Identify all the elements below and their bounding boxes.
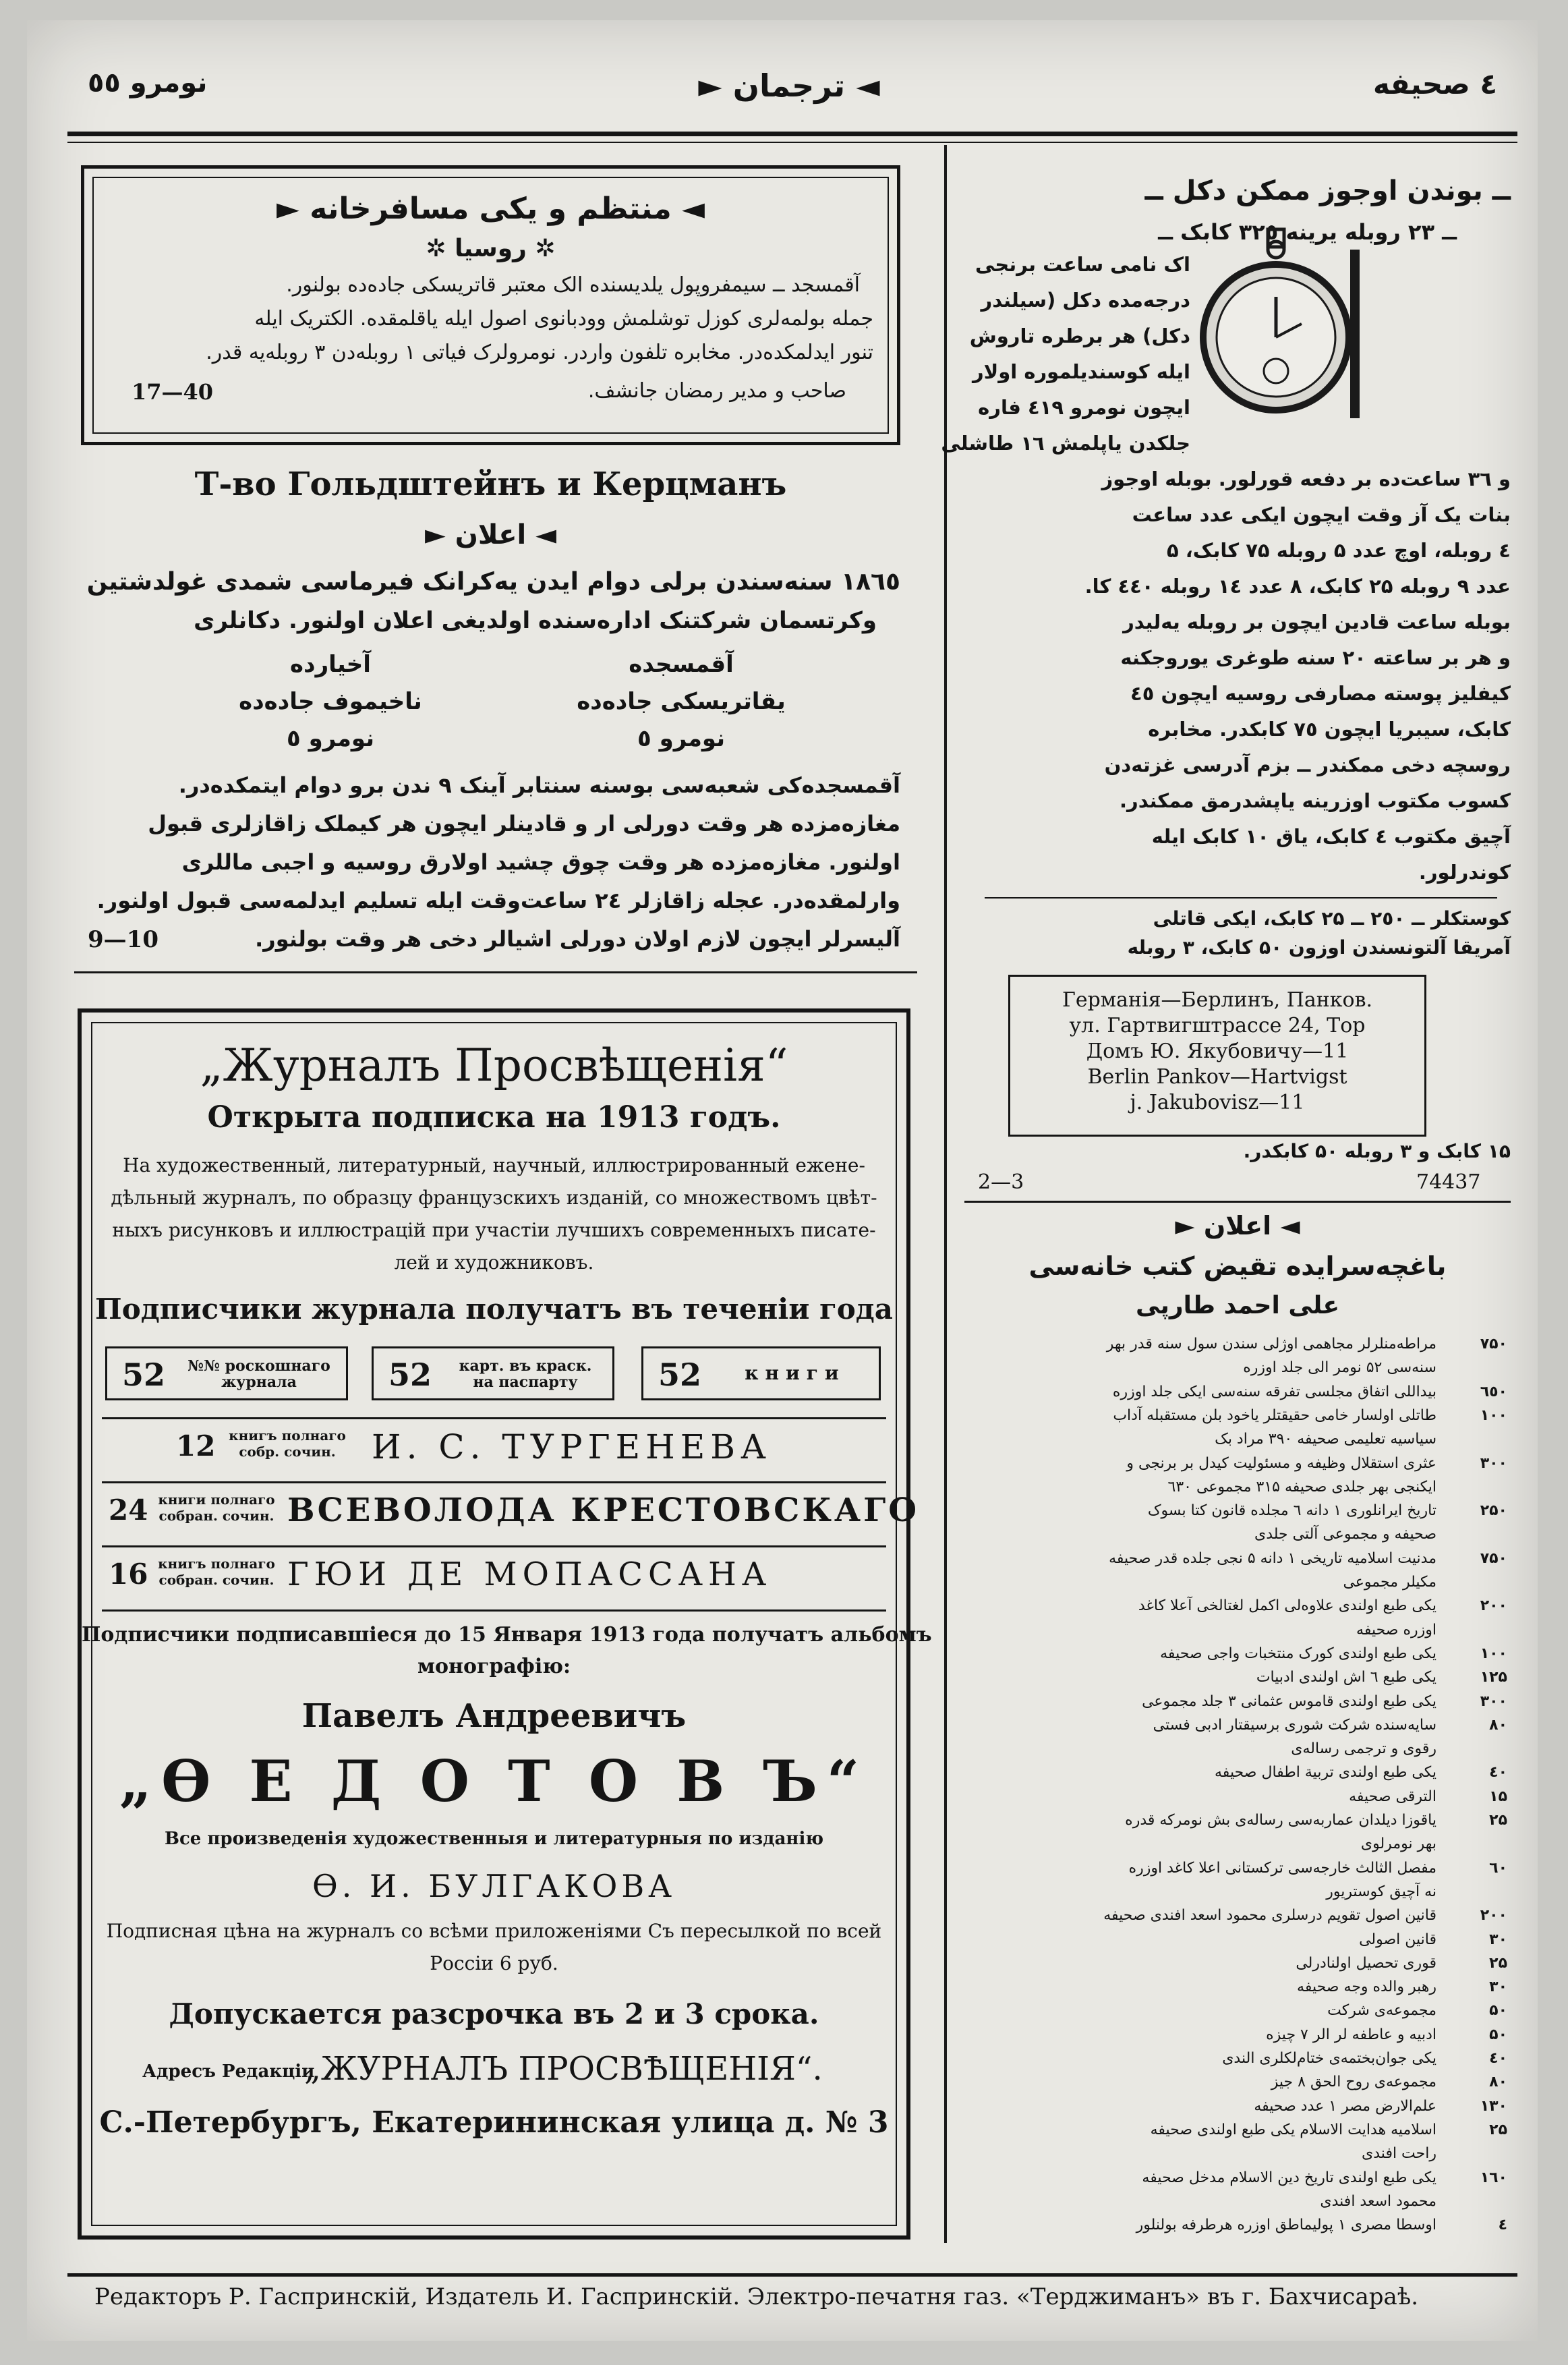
album-line: монографію: xyxy=(417,1655,571,1678)
masthead-text: ترجمان xyxy=(732,67,846,104)
book-item-price: ۲۰۰ xyxy=(1480,1907,1507,1925)
right-ornament-icon: ► xyxy=(698,67,722,104)
book-item-price: ۱٦۰ xyxy=(1480,2169,1507,2186)
goldstein-ad-line: وکرتسمان شرکتنک اداره‌سنده اولدیغی اعلان اولنور. دکانلری xyxy=(194,607,877,634)
book-item-title: بهر نومرلوی xyxy=(1360,1835,1436,1853)
work-author: ВСЕВОЛОДА КРЕСТОВСКАГО xyxy=(287,1491,920,1529)
address-line: Berlin Pankov—Hartvigst xyxy=(1087,1065,1347,1089)
address-line: ул. Гартвигштрассе 24, Тор xyxy=(1069,1014,1366,1037)
book-item-title: مفصل الثالث خارجه‌سی ترکستانی اعلا کاغد اوزره xyxy=(1128,1859,1436,1877)
work-text: книгъ полнаго собран. сочин. xyxy=(158,1556,275,1588)
row-rule xyxy=(102,1545,886,1547)
watch-ad-line: کسوب مکتوب اوزرینه یاپشدرمق ممکندر. xyxy=(1119,789,1511,812)
book-item-price: ۱۰۰ xyxy=(1480,1645,1507,1662)
book-item-price: ۸۰ xyxy=(1489,1716,1507,1734)
work-author: И. С. ТУРГЕНЕВА xyxy=(372,1427,772,1466)
installments: Допускается разсрочка въ 2 и 3 срока. xyxy=(169,1997,819,2030)
watch-ad-line: اک نامی ساعت برنجی xyxy=(975,253,1190,276)
benefit-cell xyxy=(372,1346,614,1400)
book-item-title: سایه‌سنده شرکت شوری برسیقتار ادبی فستی xyxy=(1153,1716,1436,1734)
hotel-ad-line: جمله بولمه‌لری کوزل توشلمش وودبانوی اصول ایله یاقلمقده. الکتریک ایله xyxy=(254,307,873,331)
goldstein-ad-line: آلیسرلر ایچون لازم اولان دورلی اشیالر دخی هر وقت بولنور. xyxy=(255,926,900,952)
hotel-ad-line: تنور ایدلمکده‌در. مخابره تلفون واردر. نومرولرک فیاتی ۱ روبله‌دن ۳ روبله‌یه قدر. xyxy=(206,341,873,364)
hotel-ad-title-text: منتظم و یکی مسافرخانه xyxy=(310,192,672,226)
book-item-price: ٤ xyxy=(1498,2217,1507,2234)
book-item-price: ۱۳۰ xyxy=(1480,2097,1507,2115)
book-item-title: راحت افندی xyxy=(1362,2145,1436,2163)
address-right-2: یقاتریسکی جاده‌ده xyxy=(577,688,786,715)
newspaper-title xyxy=(661,67,917,104)
book-item-price: ۳۰ xyxy=(1489,1931,1507,1948)
work-num: 16 xyxy=(109,1558,148,1591)
imprint: Редакторъ Р. Гаспринскій, Издатель И. Гаспринскій. Электро-печатня газ. «Терджиманъ» въ г. Бахчисараѣ. xyxy=(94,2283,1419,2310)
book-item-title: مکیلر مجموعی xyxy=(1343,1574,1436,1591)
journal-ad-receive: Подписчики журнала получатъ въ теченіи года xyxy=(95,1292,893,1326)
album-line: Подписчики подписавшіеся до 15 Января 1913 года получатъ альбомъ xyxy=(82,1623,932,1647)
footer-rule xyxy=(67,2273,1517,2277)
journal-ad-desc-line: На художественный, литературный, научный, иллюстрированный ежене- xyxy=(123,1154,865,1176)
book-item-title: اسلامیه هدایت الاسلام یکی طبع اولندی صحیفه xyxy=(1150,2121,1436,2138)
benefit-text: карт. въ краск. на паспарту xyxy=(459,1357,592,1391)
watch-ad-chain-line: آمریقا آلتونسندن اوزون ۵۰ کابک، ۳ روبله xyxy=(1127,936,1511,959)
book-item-price: ۲۰۰ xyxy=(1480,1597,1507,1615)
book-item-title: یاقوزا دیلدان عماربه‌سی رساله‌ی بش نومرکه قدره xyxy=(1125,1812,1436,1829)
benefit-text: №№ роскошнаго журнала xyxy=(187,1357,330,1391)
row-rule xyxy=(102,1417,886,1419)
book-item-price: ۱۲۵ xyxy=(1480,1669,1507,1686)
book-item-price: ۱۵ xyxy=(1489,1788,1507,1805)
left-ornament-icon: ◄ xyxy=(1280,1211,1300,1241)
book-item-title: ایکنجی بهر جلدی صحیفه ۳۱۵ مجموعی ٦۳۰ xyxy=(1167,1478,1436,1495)
book-item-title: نه آچیق کوستریور xyxy=(1326,1883,1436,1900)
benefit-cell xyxy=(641,1346,881,1400)
address-line: Домъ Ю. Якубовичу—11 xyxy=(1086,1039,1349,1063)
hotel-ad xyxy=(81,165,900,445)
newspaper-page xyxy=(27,20,1538,2341)
watch-ad-line: عدد ۹ روبله ۲۵ کابک، ۸ عدد ۱٤ روبله ٤٤٠ کا. xyxy=(1084,575,1511,598)
goldstein-ad-title: Т-во Гольдштейнъ и Керцманъ xyxy=(194,465,787,503)
watch-ad-headline: ــ بوندن اوجوز ممکن دکل ــ xyxy=(1144,175,1511,206)
book-item-title: یکی طبع اولندی علاوه‌لی اکمل لغتالخی آعلا کاغد xyxy=(1138,1597,1436,1615)
watch-ad-rule xyxy=(985,897,1497,899)
watch-ad-line: بنات یک آز وقت ایچون ایکی عدد ساعت xyxy=(1132,503,1511,526)
issue-number: نومرو ٥٥ xyxy=(88,67,208,98)
book-item-title: محمود اسعد افندی xyxy=(1320,2192,1436,2210)
watch-ad-line: کوندرلور. xyxy=(1418,861,1511,884)
book-item-price: ۳۰۰ xyxy=(1480,1692,1507,1710)
goldstein-ad-line: وارلمقده‌در. عجله زاقازلر ۲٤ ساعت‌وقت ایله تسلیم ایدلمه‌سی قبول اولنور. xyxy=(96,888,900,913)
address-right-1: آقمسجده xyxy=(629,651,734,678)
column-divider xyxy=(944,145,947,2243)
book-item-price: ۷۵۰ xyxy=(1480,1549,1507,1567)
book-item-price: ٤۰ xyxy=(1489,2050,1507,2067)
book-item-price: ۳۰۰ xyxy=(1480,1454,1507,1472)
painter-surname: „Ѳ Е Д О Т О В Ъ“ xyxy=(119,1748,869,1815)
goldstein-ad-label xyxy=(81,519,900,550)
row-rule xyxy=(102,1609,886,1612)
book-ad-owner: علی احمد طارپی xyxy=(1135,1292,1340,1319)
watch-ad-line: و ۳٦ ساعت‌ده بر دفعه قورلور. بوبله اوجوز xyxy=(1101,467,1511,490)
book-item-title: تاریخ ایرانلوری ۱ دانه ٦ مجلده قانون کتا بسوک xyxy=(1147,1502,1436,1520)
book-item-title: یکی طبع ٦ اش اولندی ادبیات xyxy=(1256,1669,1436,1686)
book-item-title: سیاسیه تعلیمی صحیفه ۳۹۰ مراد بک xyxy=(1215,1431,1436,1448)
book-item-title: یکی طبع اولندی تربیة اطفال صحیفه xyxy=(1215,1764,1436,1782)
book-item-title: قوری تحصیل اولنادرلی xyxy=(1296,1954,1436,1972)
book-item-price: ٦٥٠ xyxy=(1480,1383,1507,1400)
book-item-title: اوسطا مصری ۱ پولیماطق اوزره هرطرفه بولنلور xyxy=(1136,2217,1436,2234)
works-line: Все произведенія художественныя и литературныя по изданію xyxy=(165,1829,823,1849)
hotel-ad-line: آقمسجد ــ سیمفروپول یلدیسنده الک معتبر قاتریسکی جاده‌ده بولنور. xyxy=(286,273,860,297)
left-ornament-icon: ◄ xyxy=(682,192,705,226)
work-num: 12 xyxy=(176,1429,216,1462)
book-item-price: ۲۵۰ xyxy=(1480,1502,1507,1520)
book-item-title: علم‌الارض مصر ۱ عدد صحیفه xyxy=(1254,2097,1436,2115)
journal-ad-desc-line: ныхъ рисунковъ и иллюстрацій при участіи лучшихъ современныхъ писате- xyxy=(112,1219,876,1241)
work-text: книгъ полнаго собр. сочин. xyxy=(229,1427,346,1460)
watch-ad-line: آچیق مکتوب ٤ کابک، یاق ۱۰ کابک ایله xyxy=(1151,825,1511,848)
benefit-text: книги xyxy=(745,1362,846,1384)
journal-ad xyxy=(78,1008,932,2240)
hotel-ad-ref: 17—40 xyxy=(132,379,214,405)
hotel-ad-subtitle-text: روسیا xyxy=(455,235,527,262)
address-label: Адресъ Редакціи xyxy=(142,2061,315,2082)
left-ornament-icon: ◄ xyxy=(535,519,556,550)
book-item-price: ٤۰ xyxy=(1489,1764,1507,1782)
right-ornament-icon: ► xyxy=(277,192,299,226)
book-item-price: ۱۰۰ xyxy=(1480,1406,1507,1424)
book-item-title: یکی طبع اولندی قاموس عثمانی ۳ جلد مجموعی xyxy=(1142,1692,1436,1710)
watch-ad-line: بوبله ساعت قادین ایچون بر روبله یه‌لیدر xyxy=(1123,610,1511,633)
book-item-title: بیداللی اتفاق مجلسی تفرقه سنه‌سی ایکی جلد اوزره xyxy=(1112,1383,1436,1400)
goldstein-ad-line: ۱۸٦٥ سنه‌سندن برلی دوام ایدن یه‌کرانک فیرماسی شمدی غولدشتین xyxy=(86,568,900,596)
price-line: Россіи 6 руб. xyxy=(430,1952,558,1974)
watch-ad-subhead: ــ ۲۳ روبله یرینه ۳۲٥ کابک ــ xyxy=(1158,219,1457,245)
watch-ad-address xyxy=(1008,975,1426,1137)
book-item-price: ۵۰ xyxy=(1489,2002,1507,2020)
watch-ad-line: ایچون نومرو ٤۱۹ فاره xyxy=(978,396,1190,419)
book-item-title: یکی طبع اولندی تاریخ دین الاسلام مدخل صحیفه xyxy=(1142,2169,1436,2186)
watch-ad-line: کابک، سیبریا ایچون ۷٥ کابکدر. مخابره xyxy=(1148,718,1511,741)
benefit-num: 52 xyxy=(122,1357,166,1393)
watch-ad-chain-line: ۱۵ کابک و ۳ روبله ۵۰ کابکدر. xyxy=(1243,1140,1511,1162)
right-ornament-icon: ► xyxy=(1175,1211,1195,1241)
watch-ad-line: کیفلیز پوسته مصارفی روسیه ایچون ٤٥ xyxy=(1130,682,1511,705)
watch-ad-ref-right: 74437 xyxy=(1416,1170,1481,1194)
work-text: книги полнаго собран. сочин. xyxy=(158,1491,275,1524)
book-item-price: ۲۵ xyxy=(1489,1954,1507,1972)
benefit-num: 52 xyxy=(388,1357,432,1393)
goldstein-ad-label-text: اعلان xyxy=(455,519,527,550)
address-left-2: ناخیموف جاده‌ده xyxy=(239,688,422,715)
watch-ad-line: درجه‌مده دکل (سیلندر xyxy=(981,289,1190,312)
star-icon: ✲ xyxy=(426,235,446,262)
price-line: Подписная цѣна на журналъ со всѣми приложеніями Съ пересылкой по всей xyxy=(106,1920,882,1942)
book-item-title: یکی جوان‌بختمه‌ی ختام‌لکلری الندی xyxy=(1222,2050,1436,2067)
journal-ad-subscription: Открыта подписка на 1913 годъ. xyxy=(207,1100,781,1135)
book-ad-label-text: اعلان xyxy=(1203,1211,1272,1241)
benefit-cell xyxy=(105,1346,348,1400)
book-item-title: مجموعه‌ی روح الحق ۸ جیز xyxy=(1271,2074,1436,2091)
book-item-price: ۲۵ xyxy=(1489,1812,1507,1829)
book-ad-label xyxy=(964,1211,1511,1241)
hotel-ad-title xyxy=(84,192,897,226)
page-number: ٤ صحیفه xyxy=(1373,67,1497,101)
book-item-price: ۷۵۰ xyxy=(1480,1336,1507,1352)
left-ornament-icon: ◄ xyxy=(856,67,880,104)
watch-ad-chain-line: کوستکلر ــ ۲٥٠ ــ ۲۵ کابک، ایکی قاتلی xyxy=(1153,907,1511,930)
address-left-3: نومرو ٥ xyxy=(286,725,375,752)
publisher: Ѳ. И. БУЛГАКОВА xyxy=(312,1868,676,1904)
book-item-price: ۵۰ xyxy=(1489,2026,1507,2043)
book-item-title: رقوی و ترجمی رساله‌ی xyxy=(1291,1740,1436,1758)
book-item-title: مجموعه‌ی شرکت xyxy=(1327,2002,1436,2020)
header-rule xyxy=(67,132,1517,136)
book-item-title: یکی طبع اولندی کورک منتخبات واجی صحیفه xyxy=(1160,1645,1436,1662)
book-item-title: قانین اصولی xyxy=(1359,1931,1436,1948)
address: С.-Петербургъ, Екатерининская улица д. № 3 xyxy=(99,2105,889,2140)
address-line: Германія—Берлинъ, Панков. xyxy=(1062,988,1373,1012)
right-ornament-icon: ► xyxy=(425,519,446,550)
watch-ad-line: دکل) هر برطره تاروش xyxy=(969,324,1190,347)
book-item-title: الترقی صحیفه xyxy=(1349,1788,1436,1805)
book-item-title: مراطه‌منلرلر مجاهمی اوژلی سندن سول سنه قدر بهر xyxy=(1106,1336,1436,1352)
work-num: 24 xyxy=(109,1493,148,1527)
painter-name: Павелъ Андреевичъ xyxy=(301,1697,687,1735)
book-item-price: ۸۰ xyxy=(1489,2074,1507,2091)
book-item-title: سنه‌سی ۵۲ نومر الی جلد اوزره xyxy=(1243,1359,1436,1377)
journal-ad-title: „Журналъ Просвѣщенія“ xyxy=(200,1039,788,1091)
address-left-1: آخیارده xyxy=(290,651,371,678)
star-icon: ✲ xyxy=(535,235,556,262)
hotel-ad-owner: صاحب و مدیر رمضان جانشف. xyxy=(587,379,846,403)
section-rule xyxy=(964,1201,1511,1203)
goldstein-ad-line: اولنور. مغازه‌مزده هر وقت چوق چشید اولارق روسیه و اجبی ماللری xyxy=(181,849,900,875)
book-item-title: مدنیت اسلامیه تاریخی ۱ دانه ۵ نجی جلده قدر صحیفه xyxy=(1109,1549,1436,1567)
watch-ad-line: و هر بر ساعته ۲۰ سنه طوغری یورو‌جکنه xyxy=(1120,646,1511,669)
goldstein-ad-ref: 9—10 xyxy=(88,926,158,953)
watch-ad-line: جلکدن یاپلمش ۱٦ طاشلی xyxy=(941,432,1190,455)
book-item-title: رهبر والده وجه صحیفه xyxy=(1297,1978,1436,1996)
work-author: ГЮИ ДЕ МОПАССАНА xyxy=(287,1556,772,1593)
journal-ad-desc-line: дѣльный журналъ, по образцу французскихъ изданій, со множествомъ цвѣт- xyxy=(111,1187,877,1209)
benefit-num: 52 xyxy=(658,1357,702,1393)
address-line: j. Jakubovisz—11 xyxy=(1130,1091,1305,1114)
book-item-title: قانین اصول تقویم درسلری محمود اسعد افندی صحیفه xyxy=(1103,1907,1436,1925)
section-rule xyxy=(74,971,917,973)
book-item-title: اوزره صحیفه xyxy=(1356,1621,1436,1639)
book-item-price: ۳۰ xyxy=(1489,1978,1507,1996)
goldstein-ad-line: آقمسجده‌کی شعبه‌سی بوسنه سنتابر آینک ۹ ندن برو دوام ایتمکده‌در. xyxy=(178,772,900,798)
hotel-ad-subtitle xyxy=(84,235,897,262)
pocket-watch-icon xyxy=(1200,229,1369,432)
book-item-title: ادبیه و عاطفه لر الر ۷ چیزه xyxy=(1266,2026,1436,2043)
row-rule xyxy=(102,1481,886,1483)
header-rule-thin xyxy=(67,142,1517,143)
address-right-3: نومرو ٥ xyxy=(637,725,726,752)
book-item-price: ۲۵ xyxy=(1489,2121,1507,2138)
book-item-title: طاتلی اولسار خامی حقیقتلر یاخود بلن مستقبله آداب xyxy=(1113,1406,1436,1424)
journal-ad-desc-line: лей и художниковъ. xyxy=(394,1251,594,1274)
watch-ad-line: روسچه دخی ممکندر ــ بزم آدرسی غزته‌دن xyxy=(1104,753,1511,776)
book-item-price: ٦۰ xyxy=(1489,1859,1507,1877)
book-ad-title: باغچه‌سرایده تقیض کتب خانه‌سی xyxy=(1028,1251,1447,1281)
book-item-title: عثری استقلال وظیفه و مسئولیت کیدل بر برنجی و xyxy=(1126,1454,1436,1472)
watch-ad-ref-left: 2—3 xyxy=(978,1170,1024,1194)
book-item-title: صحیفه و مجموعی آلتی جلدی xyxy=(1254,1526,1436,1543)
goldstein-ad-line: مغازه‌مزده هر وقت دورلی ار و قادینلر ایچون هر کیملک زاقازلری قبول xyxy=(148,811,900,836)
watch-ad-line: ٤ روبله، اوچ عدد ۵ روبله ۷۵ کابک، ۵ xyxy=(1166,539,1511,562)
address-name: „ЖУРНАЛЪ ПРОСВѢЩЕНІЯ“. xyxy=(304,2050,823,2088)
watch-ad-line: ایله کوسندیلموره اولار xyxy=(972,360,1190,383)
